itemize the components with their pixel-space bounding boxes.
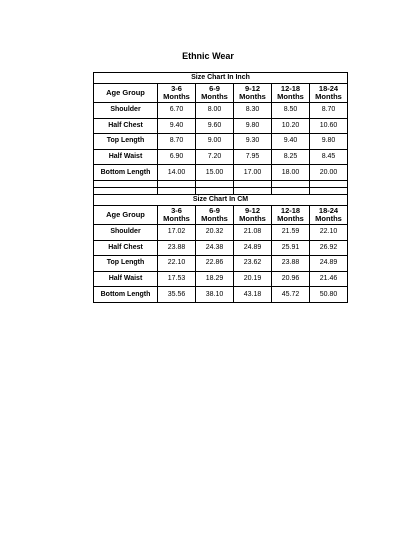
age-group-header-row (94, 205, 348, 224)
measurement-value: 8.45 (310, 149, 348, 165)
age-range: 12-18 (280, 84, 301, 93)
measurement-value: 6.90 (158, 149, 196, 165)
age-unit: Months (239, 92, 266, 101)
measurement-value: 21.59 (272, 224, 310, 240)
age-unit: Months (315, 92, 342, 101)
measurement-value: 8.00 (196, 103, 234, 119)
measurement-value: 20.00 (310, 165, 348, 181)
measurement-value: 8.50 (272, 103, 310, 119)
measurement-value: 14.00 (158, 165, 196, 181)
table-row (94, 256, 348, 272)
measurement-label: Shoulder (94, 103, 158, 119)
measurement-label: Bottom Length (94, 287, 158, 303)
measurement-value: 17.00 (234, 165, 272, 181)
age-group-header: Age Group (94, 205, 158, 224)
measurement-value: 9.80 (234, 118, 272, 134)
spacer-cell (196, 180, 234, 187)
chart-caption-row (94, 194, 348, 205)
age-column-header (158, 205, 196, 224)
measurement-value: 9.40 (158, 118, 196, 134)
age-unit: Months (277, 213, 304, 223)
age-unit: Months (239, 213, 266, 223)
measurement-value: 20.32 (196, 224, 234, 240)
measurement-label: Half Waist (94, 271, 158, 287)
age-unit: Months (163, 213, 190, 223)
spacer-cell (310, 180, 348, 187)
age-column-header (272, 205, 310, 224)
measurement-value: 8.70 (158, 134, 196, 150)
age-column-header (234, 205, 272, 224)
measurement-value: 17.53 (158, 271, 196, 287)
age-column-header (196, 84, 234, 103)
age-range: 6-9 (209, 205, 220, 215)
measurement-value: 10.20 (272, 118, 310, 134)
measurement-value: 23.62 (234, 256, 272, 272)
spacer-cell (234, 180, 272, 187)
measurement-value: 6.70 (158, 103, 196, 119)
age-range: 18-24 (318, 84, 339, 93)
measurement-value: 24.38 (196, 240, 234, 256)
age-unit: Months (201, 213, 228, 223)
chart-caption-row (94, 73, 348, 84)
measurement-value: 50.80 (310, 287, 348, 303)
age-column-header (158, 84, 196, 103)
measurement-label: Half Chest (94, 118, 158, 134)
measurement-value: 35.56 (158, 287, 196, 303)
measurement-value: 9.80 (310, 134, 348, 150)
spacer-row (94, 187, 348, 194)
table-row (94, 271, 348, 287)
measurement-value: 21.08 (234, 224, 272, 240)
measurement-value: 18.29 (196, 271, 234, 287)
measurement-value: 8.30 (234, 103, 272, 119)
table-row (94, 224, 348, 240)
measurement-value: 38.10 (196, 287, 234, 303)
age-unit: Months (163, 92, 190, 101)
measurement-value: 18.00 (272, 165, 310, 181)
age-unit: Months (315, 213, 342, 223)
spacer-cell (158, 180, 196, 187)
measurement-label: Bottom Length (94, 165, 158, 181)
measurement-value: 22.86 (196, 256, 234, 272)
age-unit: Months (277, 92, 304, 101)
spacer-cell (234, 187, 272, 194)
measurement-value: 9.60 (196, 118, 234, 134)
age-column-header (234, 84, 272, 103)
measurement-value: 22.10 (158, 256, 196, 272)
measurement-value: 23.88 (158, 240, 196, 256)
measurement-value: 21.46 (310, 271, 348, 287)
table-row (94, 287, 348, 303)
measurement-value: 8.25 (272, 149, 310, 165)
spacer-cell (272, 180, 310, 187)
measurement-value: 9.00 (196, 134, 234, 150)
age-range: 9-12 (244, 205, 260, 215)
measurement-value: 26.92 (310, 240, 348, 256)
table-row (94, 103, 348, 119)
measurement-value: 24.89 (234, 240, 272, 256)
measurement-label: Top Length (94, 256, 158, 272)
measurement-value: 15.00 (196, 165, 234, 181)
measurement-value: 20.19 (234, 271, 272, 287)
measurement-value: 43.18 (234, 287, 272, 303)
age-group-header: Age Group (94, 84, 158, 103)
measurement-value: 7.20 (196, 149, 234, 165)
measurement-value: 7.95 (234, 149, 272, 165)
page-title: Ethnic Wear (182, 51, 234, 61)
measurement-value: 9.40 (272, 134, 310, 150)
table-row (94, 165, 348, 181)
spacer-row (94, 180, 348, 187)
size-chart-table (93, 72, 348, 303)
table-row (94, 149, 348, 165)
table-row (94, 134, 348, 150)
age-range: 9-12 (244, 84, 260, 93)
age-column-header (272, 84, 310, 103)
measurement-value: 22.10 (310, 224, 348, 240)
measurement-label: Half Chest (94, 240, 158, 256)
age-range: 6-9 (209, 84, 220, 93)
spacer-cell (272, 187, 310, 194)
chart-caption: Size Chart In Inch (94, 73, 348, 84)
age-range: 3-6 (171, 205, 182, 215)
table-row (94, 118, 348, 134)
measurement-value: 8.70 (310, 103, 348, 119)
spacer-cell (310, 187, 348, 194)
age-range: 12-18 (280, 205, 301, 215)
age-column-header (196, 205, 234, 224)
measurement-label: Shoulder (94, 224, 158, 240)
measurement-value: 24.89 (310, 256, 348, 272)
measurement-label: Half Waist (94, 149, 158, 165)
spacer-cell (158, 187, 196, 194)
spacer-cell (196, 187, 234, 194)
age-range: 3-6 (171, 84, 182, 93)
measurement-value: 9.30 (234, 134, 272, 150)
age-column-header (310, 84, 348, 103)
age-range: 18-24 (318, 205, 339, 215)
measurement-value: 25.91 (272, 240, 310, 256)
measurement-value: 10.60 (310, 118, 348, 134)
table-row (94, 240, 348, 256)
spacer-cell (94, 187, 158, 194)
measurement-value: 17.02 (158, 224, 196, 240)
age-unit: Months (201, 92, 228, 101)
measurement-value: 45.72 (272, 287, 310, 303)
measurement-label: Top Length (94, 134, 158, 150)
measurement-value: 20.96 (272, 271, 310, 287)
spacer-cell (94, 180, 158, 187)
chart-caption: Size Chart In CM (94, 194, 348, 205)
age-column-header (310, 205, 348, 224)
age-group-header-row (94, 84, 348, 103)
measurement-value: 23.88 (272, 256, 310, 272)
